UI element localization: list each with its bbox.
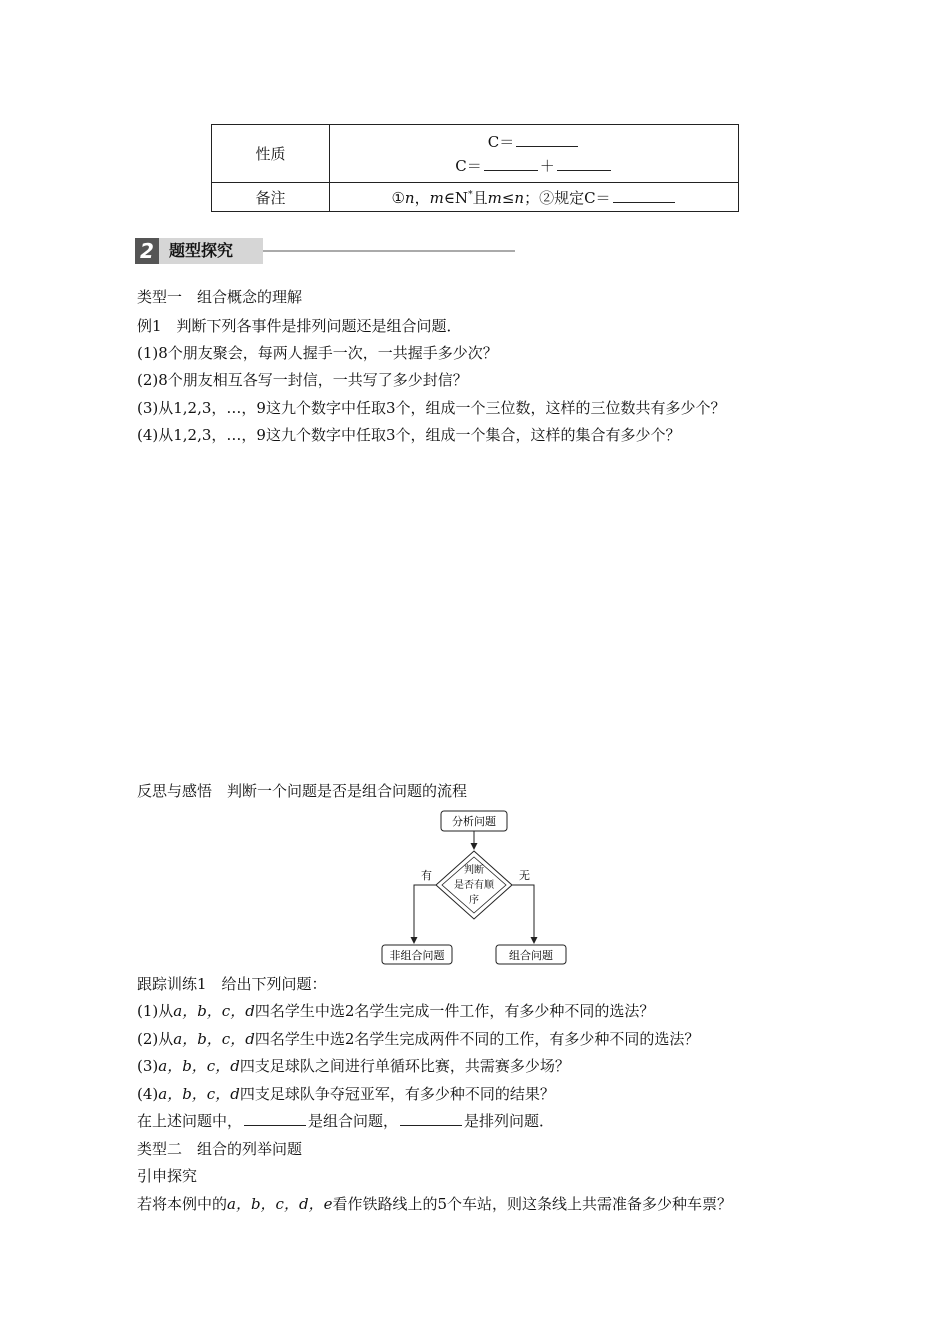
practice1-title: 跟踪训练1 给出下列问题： <box>137 975 327 993</box>
practice1-q3 <box>137 1056 570 1076</box>
q-text: 看作铁路线上的5个车站，则这条线上共需准备多少种车票？ <box>332 1195 732 1213</box>
answer-blank-2 <box>400 1111 462 1126</box>
note-text: ， <box>414 188 430 207</box>
practice1-q1 <box>137 1001 654 1021</box>
q-text: 是排列问题． <box>464 1112 555 1130</box>
type1-heading: 类型一 组合概念的理解 <box>137 288 303 306</box>
q-text: (1)从 <box>137 1002 174 1020</box>
answer-blank-1 <box>244 1111 306 1126</box>
flow-left-label: 非组合问题 <box>389 949 445 962</box>
type2-heading: 类型二 组合的列举问题 <box>137 1140 303 1158</box>
q-letters: a，b，c，d，e <box>227 1195 333 1213</box>
var-n: n <box>514 188 525 207</box>
practice1-q2 <box>137 1029 699 1049</box>
flow-start-label: 分析问题 <box>452 815 496 828</box>
q-text: 是组合问题， <box>308 1112 399 1130</box>
q-text: 四支足球队争夺冠亚军，有多少种不同的结果？ <box>239 1085 555 1103</box>
extension-title: 引申探究 <box>137 1167 198 1185</box>
q-text: (4) <box>137 1085 159 1103</box>
q-text: (2)从 <box>137 1030 174 1048</box>
note-text: 且 <box>472 188 488 207</box>
section-title: 题型探究 <box>159 238 263 264</box>
example1-title: 例1 判断下列各事件是排列问题还是组合问题． <box>137 317 462 335</box>
flow-right-label: 组合问题 <box>509 949 553 962</box>
var-n: n <box>404 188 415 207</box>
practice1-answer <box>137 1111 554 1131</box>
var-m: m <box>429 188 444 207</box>
example1-q3: (3)从1,2,3，…，9这九个数字中任取3个，组成一个三位数，这样的三位数共有多少个？ <box>137 399 726 417</box>
q-text: (3) <box>137 1057 159 1075</box>
properties-table <box>211 124 739 212</box>
blank-4 <box>613 188 675 203</box>
formula-2: C＝ <box>455 156 482 175</box>
note-text: ；②规定C＝ <box>524 188 611 207</box>
flow-decision-line1: 判断 <box>464 865 484 876</box>
blank-3 <box>557 156 611 171</box>
practice1-q4 <box>137 1084 555 1104</box>
flow-yes-label: 有 <box>421 869 432 882</box>
formula-1: C＝ <box>487 132 515 151</box>
example1-q4: (4)从1,2,3，…，9这九个数字中任取3个，组成一个集合，这样的集合有多少个？ <box>137 426 681 444</box>
note-text: ≤ <box>501 188 515 207</box>
q-letters: a，b，c，d <box>173 1002 255 1020</box>
q-text: 四名学生中选2名学生完成两件不同的工作，有多少种不同的选法？ <box>254 1030 700 1048</box>
q-text: 若将本例中的 <box>137 1195 228 1213</box>
row-label-properties: 性质 <box>212 125 330 183</box>
q-text: 四支足球队之间进行单循环比赛，共需赛多少场？ <box>239 1057 570 1075</box>
notes-cell <box>330 183 739 212</box>
var-m: m <box>487 188 502 207</box>
section-number: 2 <box>135 238 159 264</box>
section-rule <box>263 250 515 252</box>
q-letters: a，b，c，d <box>158 1085 240 1103</box>
plus-sign: ＋ <box>539 156 555 175</box>
note-text: * <box>468 189 473 200</box>
q-text: 在上述问题中， <box>137 1112 243 1130</box>
extension-question <box>137 1194 732 1214</box>
blank-2 <box>484 156 538 171</box>
note-text: ① <box>391 188 405 207</box>
example1-q1: (1)8个朋友聚会，每两人握手一次，一共握手多少次？ <box>137 344 498 362</box>
flowchart <box>370 805 590 970</box>
flow-decision-line2: 是否有顺 <box>454 880 494 891</box>
row-label-notes: 备注 <box>212 183 330 212</box>
q-letters: a，b，c，d <box>173 1030 255 1048</box>
flow-decision-line3: 序 <box>469 895 479 906</box>
blank-1 <box>516 132 578 147</box>
q-letters: a，b，c，d <box>158 1057 240 1075</box>
reflection-heading: 反思与感悟 判断一个问题是否是组合问题的流程 <box>137 782 468 800</box>
properties-formulas <box>330 125 739 183</box>
flow-no-label: 无 <box>519 869 530 882</box>
example1-q2: (2)8个朋友相互各写一封信，一共写了多少封信？ <box>137 371 468 389</box>
q-text: 四名学生中选2名学生完成一件工作，有多少种不同的选法？ <box>254 1002 655 1020</box>
note-text: ∈N <box>443 188 469 207</box>
